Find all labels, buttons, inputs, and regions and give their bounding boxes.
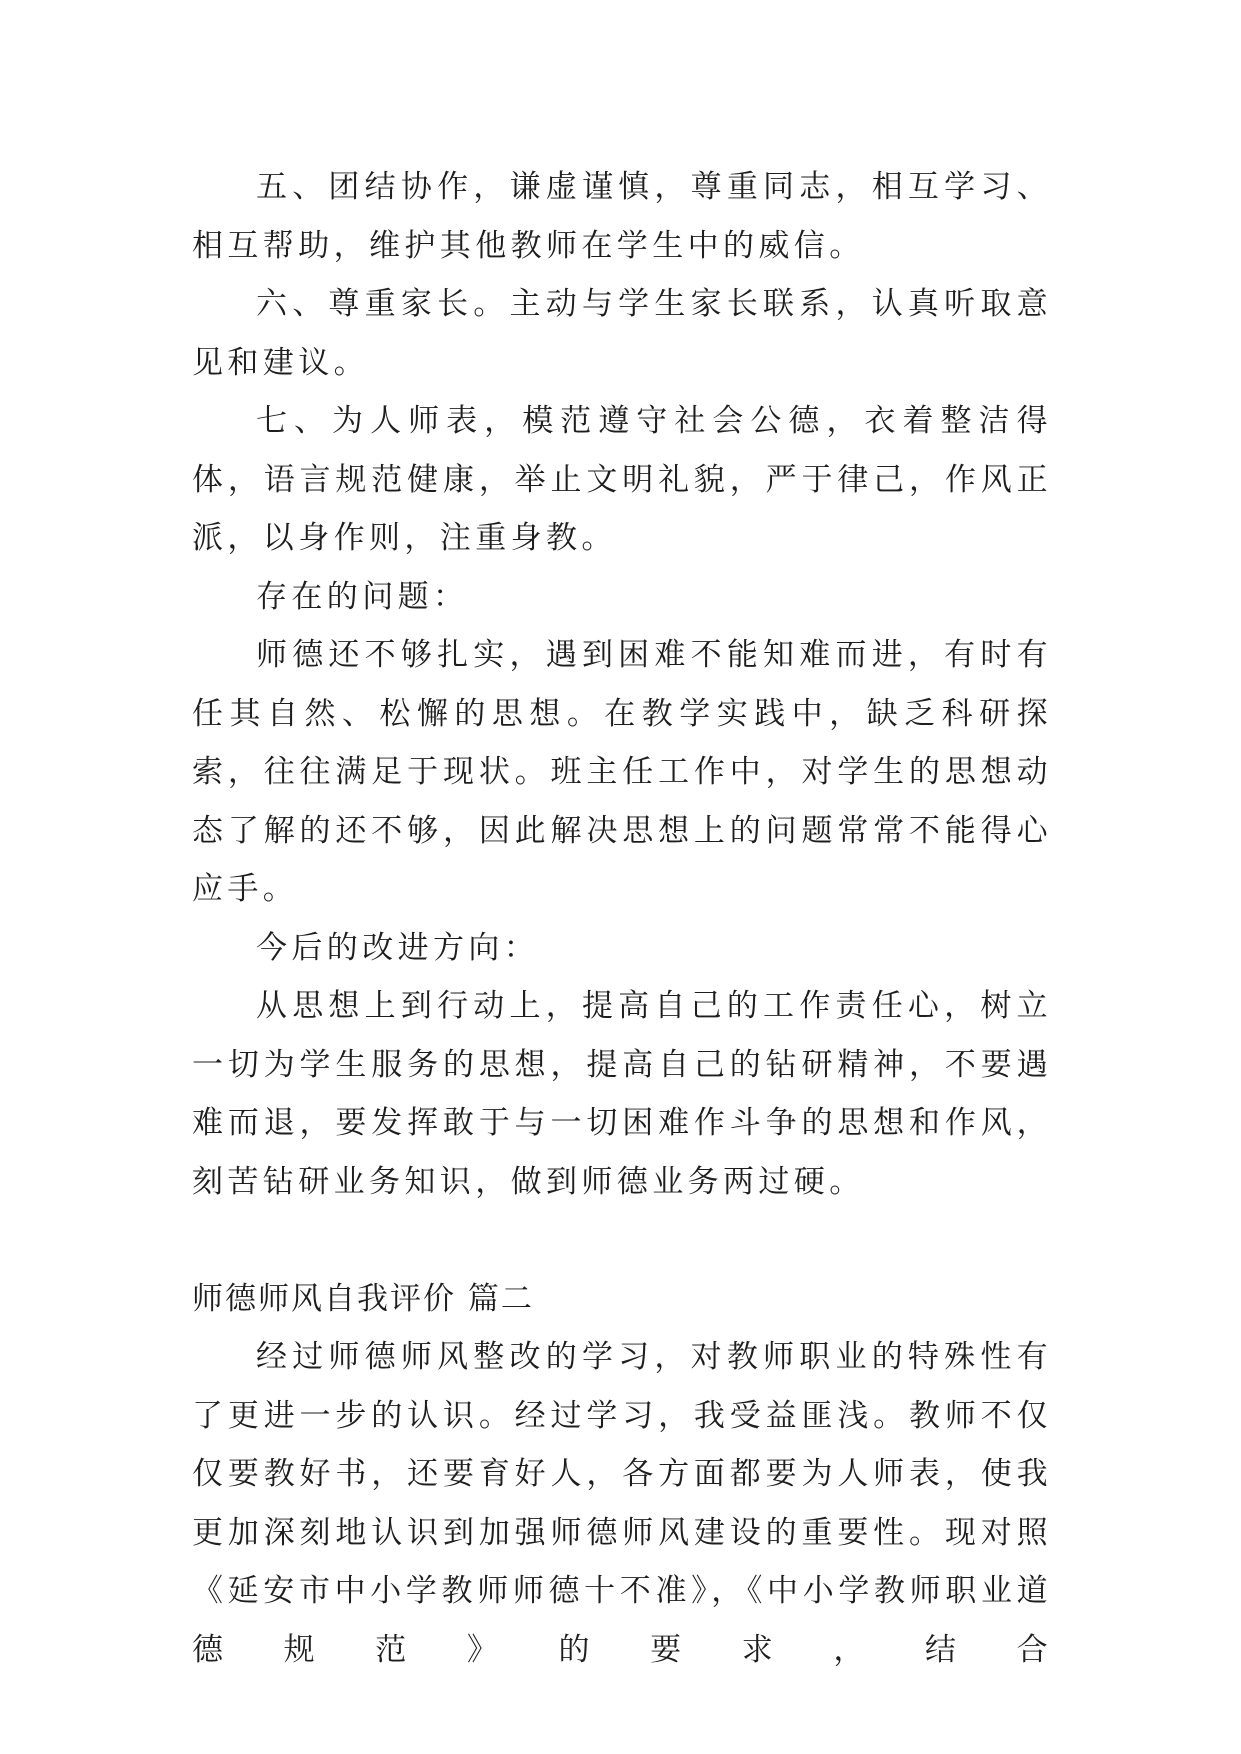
- paragraph-part-two-intro: 经过师德师风整改的学习，对教师职业的特殊性有了更进一步的认识。经过学习，我受益匪浅。教师不仅仅要教好书，还要育好人，各方面都要为人师表，使我更加深刻地认识到加强师德师风建设的重要性。现对照《延安市中小学教师师德十不准》，《中小学教师职业道德规范》的要求，结合: [192, 1339, 1052, 1668]
- paragraph-seven: 七、为人师表，模范遵守社会公德，衣着整洁得体，语言规范健康，举止文明礼貌，严于律己，作风正派，以身作则，注重身教。: [192, 403, 1052, 556]
- document-body: [192, 158, 1052, 1679]
- paragraph-six: 六、尊重家长。主动与学生家长联系，认真听取意见和建议。: [192, 286, 1052, 381]
- paragraph-problems: 师德还不够扎实，遇到困难不能知难而进，有时有任其自然、松懈的思想。在教学实践中，缺乏科研探索，往往满足于现状。班主任工作中，对学生的思想动态了解的还不够，因此解决思想上的问题常常不能得心应手。: [192, 637, 1052, 907]
- heading-problems: 存在的问题：: [256, 578, 469, 615]
- paragraph-improvement: 从思想上到行动上，提高自己的工作责任心，树立一切为学生服务的思想，提高自己的钻研精神，不要遇难而退，要发挥敢于与一切困难作斗争的思想和作风，刻苦钻研业务知识，做到师德业务两过硬。: [192, 988, 1052, 1200]
- heading-improvement: 今后的改进方向：: [256, 929, 540, 966]
- section-gap: [192, 1211, 1052, 1270]
- section-title: 师德师风自我评价 篇二: [192, 1280, 534, 1317]
- paragraph-five: 五、团结协作，谦虚谨慎，尊重同志，相互学习、相互帮助，维护其他教师在学生中的威信。: [192, 169, 1052, 264]
